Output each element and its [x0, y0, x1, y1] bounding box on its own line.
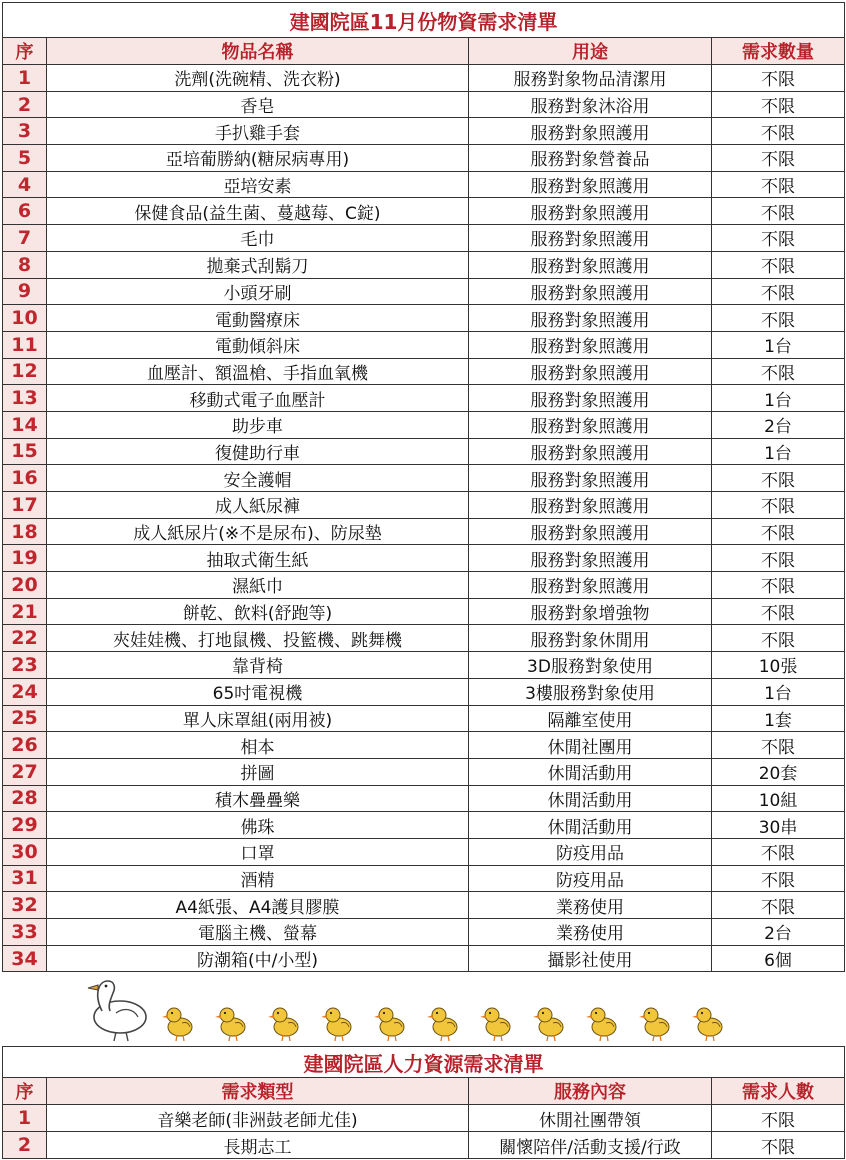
table-row: [3, 678, 845, 705]
row-purpose: 休閒活動用: [469, 758, 712, 785]
goose-icon: [88, 981, 146, 1041]
row-name: 血壓計、額溫槍、手指血氧機: [47, 358, 469, 385]
table-row: [3, 492, 845, 519]
chick-icon: [427, 1008, 457, 1041]
row-quantity: 不限: [712, 572, 845, 599]
row-name: 酒精: [47, 865, 469, 892]
table-row: [3, 732, 845, 759]
table-row: [3, 331, 845, 358]
row-purpose: 服務對象照護用: [469, 411, 712, 438]
row-purpose: 休閒社團用: [469, 732, 712, 759]
table-row: [3, 411, 845, 438]
row-purpose: 業務使用: [469, 892, 712, 919]
table-row: [3, 625, 845, 652]
row-index: 33: [3, 919, 47, 946]
row-purpose: 防疫用品: [469, 865, 712, 892]
row-name: 65吋電視機: [47, 678, 469, 705]
row-name: 安全護帽: [47, 465, 469, 492]
manpower-table: [2, 1046, 845, 1159]
row-purpose: 服務對象照護用: [469, 278, 712, 305]
table-row: [3, 1132, 845, 1159]
table-row: [3, 171, 845, 198]
row-name: 單人床罩組(兩用被): [47, 705, 469, 732]
row-purpose: 服務對象照護用: [469, 385, 712, 412]
row-purpose: 服務對象照護用: [469, 492, 712, 519]
row-name: 拋棄式刮鬍刀: [47, 251, 469, 278]
row-purpose: 防疫用品: [469, 838, 712, 865]
chick-icon: [321, 1008, 351, 1041]
table-row: [3, 838, 845, 865]
row-name: 抽取式衛生紙: [47, 545, 469, 572]
row-purpose: 服務對象照護用: [469, 305, 712, 332]
row-index: 16: [3, 465, 47, 492]
header-index: 序: [3, 38, 47, 65]
row-purpose: 服務對象照護用: [469, 118, 712, 145]
table-row: [3, 652, 845, 679]
table-row: [3, 572, 845, 599]
row-index: 8: [3, 251, 47, 278]
row-index: 3: [3, 118, 47, 145]
row-quantity: 30串: [712, 812, 845, 839]
header-purpose: 用途: [469, 38, 712, 65]
table-row: [3, 225, 845, 252]
table-row: [3, 865, 845, 892]
table-row: [3, 705, 845, 732]
row-index: 28: [3, 785, 47, 812]
row-quantity: 不限: [712, 198, 845, 225]
row-purpose: 3D服務對象使用: [469, 652, 712, 679]
row-purpose: 服務對象休閒用: [469, 625, 712, 652]
row-index: 31: [3, 865, 47, 892]
chick-icon: [639, 1008, 669, 1041]
row-quantity: 2台: [712, 919, 845, 946]
row-index: 26: [3, 732, 47, 759]
row-index: 20: [3, 572, 47, 599]
row-quantity: 不限: [712, 892, 845, 919]
table-row: [3, 1105, 845, 1132]
row-quantity: 不限: [712, 1105, 845, 1132]
table-row: [3, 598, 845, 625]
row-index: 7: [3, 225, 47, 252]
row-purpose: 隔離室使用: [469, 705, 712, 732]
row-index: 1: [3, 65, 47, 92]
row-name: 濕紙巾: [47, 572, 469, 599]
row-purpose: 休閒社團帶領: [469, 1105, 712, 1132]
row-quantity: 10組: [712, 785, 845, 812]
table-row: [3, 145, 845, 172]
row-index: 29: [3, 812, 47, 839]
row-name: 香皂: [47, 91, 469, 118]
row-purpose: 服務對象物品清潔用: [469, 65, 712, 92]
table-row: [3, 892, 845, 919]
row-name: 靠背椅: [47, 652, 469, 679]
row-index: 18: [3, 518, 47, 545]
row-index: 30: [3, 838, 47, 865]
supplies-rows: [3, 65, 845, 972]
header-type: 需求類型: [47, 1078, 469, 1105]
row-index: 15: [3, 438, 47, 465]
row-index: 5: [3, 145, 47, 172]
row-index: 21: [3, 598, 47, 625]
row-quantity: 20套: [712, 758, 845, 785]
row-quantity: 不限: [712, 305, 845, 332]
row-index: 1: [3, 1105, 47, 1132]
row-quantity: 2台: [712, 411, 845, 438]
row-purpose: 服務對象照護用: [469, 225, 712, 252]
row-name: 餅乾、飲料(舒跑等): [47, 598, 469, 625]
row-index: 6: [3, 198, 47, 225]
row-quantity: 不限: [712, 598, 845, 625]
table-row: [3, 305, 845, 332]
row-index: 23: [3, 652, 47, 679]
manpower-rows: [3, 1105, 845, 1159]
row-index: 25: [3, 705, 47, 732]
supplies-table: [2, 2, 845, 972]
row-purpose: 休閒活動用: [469, 785, 712, 812]
row-name: 電動傾斜床: [47, 331, 469, 358]
row-name: 佛珠: [47, 812, 469, 839]
row-name: 防潮箱(中/小型): [47, 945, 469, 972]
row-name: 小頭牙刷: [47, 278, 469, 305]
row-name: 毛巾: [47, 225, 469, 252]
table-row: [3, 812, 845, 839]
row-purpose: 服務對象照護用: [469, 331, 712, 358]
supplies-header-row: [3, 38, 845, 65]
row-name: 電動醫療床: [47, 305, 469, 332]
row-index: 14: [3, 411, 47, 438]
row-quantity: 不限: [712, 865, 845, 892]
row-name: 音樂老師(非洲鼓老師尤佳): [47, 1105, 469, 1132]
row-index: 22: [3, 625, 47, 652]
row-index: 19: [3, 545, 47, 572]
row-quantity: 不限: [712, 65, 845, 92]
chick-icon: [533, 1008, 563, 1041]
row-name: 成人紙尿褲: [47, 492, 469, 519]
row-purpose: 服務對象沐浴用: [469, 91, 712, 118]
row-index: 2: [3, 1132, 47, 1159]
row-index: 9: [3, 278, 47, 305]
row-quantity: 1套: [712, 705, 845, 732]
row-name: 洗劑(洗碗精、洗衣粉): [47, 65, 469, 92]
row-quantity: 不限: [712, 225, 845, 252]
table-row: [3, 198, 845, 225]
row-name: 手扒雞手套: [47, 118, 469, 145]
row-name: 助步車: [47, 411, 469, 438]
table-row: [3, 358, 845, 385]
row-index: 11: [3, 331, 47, 358]
row-name: 成人紙尿片(※不是尿布)、防尿墊: [47, 518, 469, 545]
row-index: 34: [3, 945, 47, 972]
row-quantity: 不限: [712, 251, 845, 278]
table-row: [3, 945, 845, 972]
table-row: [3, 118, 845, 145]
table-row: [3, 919, 845, 946]
row-name: 夾娃娃機、打地鼠機、投籃機、跳舞機: [47, 625, 469, 652]
row-purpose: 服務對象照護用: [469, 198, 712, 225]
table-row: [3, 91, 845, 118]
row-index: 27: [3, 758, 47, 785]
row-index: 2: [3, 91, 47, 118]
chick-icon: [374, 1008, 404, 1041]
row-quantity: 不限: [712, 145, 845, 172]
row-name: 保健食品(益生菌、蔓越莓、C錠): [47, 198, 469, 225]
table-row: [3, 465, 845, 492]
row-quantity: 不限: [712, 545, 845, 572]
row-name: 相本: [47, 732, 469, 759]
row-quantity: 不限: [712, 518, 845, 545]
row-index: 24: [3, 678, 47, 705]
row-purpose: 服務對象照護用: [469, 171, 712, 198]
row-purpose: 關懷陪伴/活動支援/行政: [469, 1132, 712, 1159]
row-quantity: 不限: [712, 732, 845, 759]
row-name: 積木疊疊樂: [47, 785, 469, 812]
row-quantity: 不限: [712, 358, 845, 385]
chick-icon: [480, 1008, 510, 1041]
row-purpose: 服務對象照護用: [469, 572, 712, 599]
row-quantity: 不限: [712, 91, 845, 118]
row-quantity: 6個: [712, 945, 845, 972]
row-index: 13: [3, 385, 47, 412]
row-quantity: 不限: [712, 838, 845, 865]
row-name: 復健助行車: [47, 438, 469, 465]
row-quantity: 不限: [712, 465, 845, 492]
table-row: [3, 278, 845, 305]
row-index: 12: [3, 358, 47, 385]
manpower-title: 建國院區人力資源需求清單: [3, 1047, 845, 1078]
table-row: [3, 518, 845, 545]
table-row: [3, 385, 845, 412]
row-purpose: 攝影社使用: [469, 945, 712, 972]
duck-decoration: [80, 975, 760, 1045]
row-quantity: 不限: [712, 1132, 845, 1159]
chick-icon: [268, 1008, 298, 1041]
row-quantity: 1台: [712, 331, 845, 358]
row-index: 4: [3, 171, 47, 198]
table-row: [3, 251, 845, 278]
table-row: [3, 785, 845, 812]
row-name: A4紙張、A4護貝膠膜: [47, 892, 469, 919]
row-name: 拼圖: [47, 758, 469, 785]
row-index: 17: [3, 492, 47, 519]
row-quantity: 不限: [712, 625, 845, 652]
row-purpose: 業務使用: [469, 919, 712, 946]
row-purpose: 服務對象照護用: [469, 438, 712, 465]
row-purpose: 服務對象照護用: [469, 358, 712, 385]
row-quantity: 不限: [712, 278, 845, 305]
header-quantity: 需求數量: [712, 38, 845, 65]
row-name: 長期志工: [47, 1132, 469, 1159]
table-row: [3, 758, 845, 785]
table-row: [3, 545, 845, 572]
chick-icon: [692, 1008, 722, 1041]
header-service: 服務內容: [469, 1078, 712, 1105]
row-purpose: 休閒活動用: [469, 812, 712, 839]
supplies-title: 建國院區11月份物資需求清單: [3, 3, 845, 38]
row-purpose: 服務對象增強物: [469, 598, 712, 625]
header-headcount: 需求人數: [712, 1078, 845, 1105]
row-purpose: 服務對象照護用: [469, 465, 712, 492]
chick-icon: [162, 1008, 192, 1041]
row-name: 口罩: [47, 838, 469, 865]
table-row: [3, 65, 845, 92]
row-quantity: 1台: [712, 385, 845, 412]
row-purpose: 3樓服務對象使用: [469, 678, 712, 705]
row-index: 32: [3, 892, 47, 919]
row-purpose: 服務對象照護用: [469, 251, 712, 278]
row-quantity: 不限: [712, 171, 845, 198]
header-item-name: 物品名稱: [47, 38, 469, 65]
row-quantity: 不限: [712, 492, 845, 519]
table-row: [3, 438, 845, 465]
manpower-header-row: [3, 1078, 845, 1105]
row-quantity: 不限: [712, 118, 845, 145]
row-index: 10: [3, 305, 47, 332]
row-purpose: 服務對象照護用: [469, 545, 712, 572]
row-quantity: 1台: [712, 678, 845, 705]
row-name: 亞培安素: [47, 171, 469, 198]
row-name: 電腦主機、螢幕: [47, 919, 469, 946]
row-purpose: 服務對象營養品: [469, 145, 712, 172]
row-quantity: 10張: [712, 652, 845, 679]
row-purpose: 服務對象照護用: [469, 518, 712, 545]
row-name: 亞培葡勝納(糖尿病專用): [47, 145, 469, 172]
row-name: 移動式電子血壓計: [47, 385, 469, 412]
chick-icon: [215, 1008, 245, 1041]
header-index: 序: [3, 1078, 47, 1105]
chick-icon: [586, 1008, 616, 1041]
row-quantity: 1台: [712, 438, 845, 465]
